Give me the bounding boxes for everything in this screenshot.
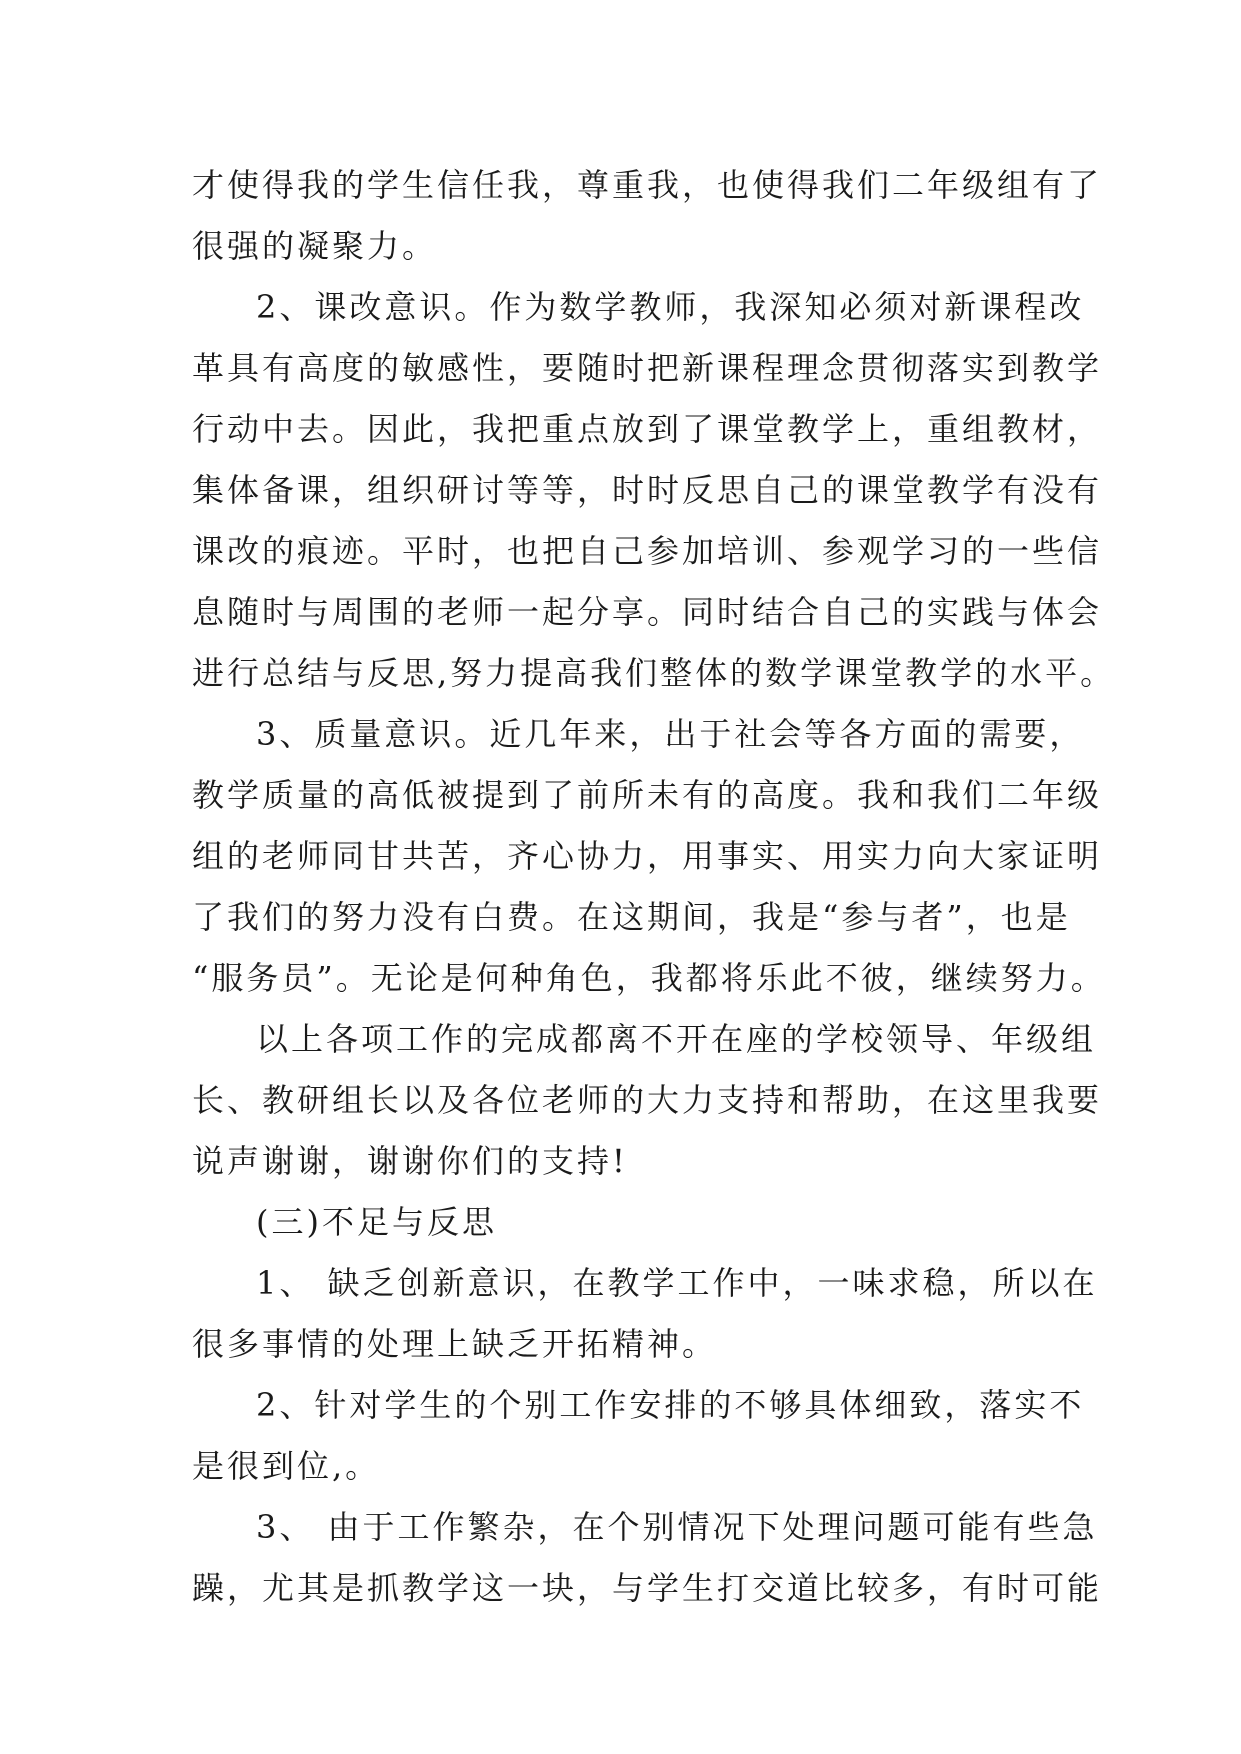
text-line: 教学质量的高低被提到了前所未有的高度。我和我们二年级 [192,776,1103,814]
text-line: 3、质量意识。近几年来，出于社会等各方面的需要， [256,715,1085,753]
text-line: 很强的凝聚力。 [192,227,438,265]
text-line: 长、教研组长以及各位老师的大力支持和帮助，在这里我要 [192,1081,1103,1119]
text-line: “服务员”。无论是何种角色，我都将乐此不彼，继续努力。 [192,959,1106,997]
section-heading: (三)不足与反思 [256,1203,497,1241]
text-line: 行动中去。因此，我把重点放到了课堂教学上，重组教材， [192,410,1103,448]
text-line: 1、 缺乏创新意识，在教学工作中，一味求稳，所以在 [256,1264,1098,1302]
text-line: 躁，尤其是抓教学这一块，与学生打交道比较多，有时可能 [192,1569,1103,1607]
text-line: 进行总结与反思,努力提高我们整体的数学课堂教学的水平。 [192,654,1116,692]
text-line: 3、 由于工作繁杂，在个别情况下处理问题可能有些急 [256,1508,1098,1546]
text-line: 是很到位,。 [192,1447,381,1485]
text-line: 很多事情的处理上缺乏开拓精神。 [192,1325,718,1363]
text-line: 以上各项工作的完成都离不开在座的学校领导、年级组 [256,1020,1097,1058]
text-line: 组的老师同甘共苦，齐心协力，用事实、用实力向大家证明 [192,837,1103,875]
text-line: 2、课改意识。作为数学教师，我深知必须对新课程改 [256,288,1085,326]
text-line: 才使得我的学生信任我，尊重我，也使得我们二年级组有了 [192,166,1103,204]
document-body [192,155,1116,1619]
text-line: 革具有高度的敏感性，要随时把新课程理念贯彻落实到教学 [192,349,1103,387]
text-line: 息随时与周围的老师一起分享。同时结合自己的实践与体会 [192,593,1103,631]
text-line: 2、针对学生的个别工作安排的不够具体细致，落实不 [256,1386,1085,1424]
text-line: 课改的痕迹。平时，也把自己参加培训、参观学习的一些信 [192,532,1103,570]
text-line: 集体备课，组织研讨等等，时时反思自己的课堂教学有没有 [192,471,1103,509]
text-line: 了我们的努力没有白费。在这期间，我是“参与者”，也是 [192,898,1071,936]
text-line: 说声谢谢，谢谢你们的支持! [192,1142,628,1180]
